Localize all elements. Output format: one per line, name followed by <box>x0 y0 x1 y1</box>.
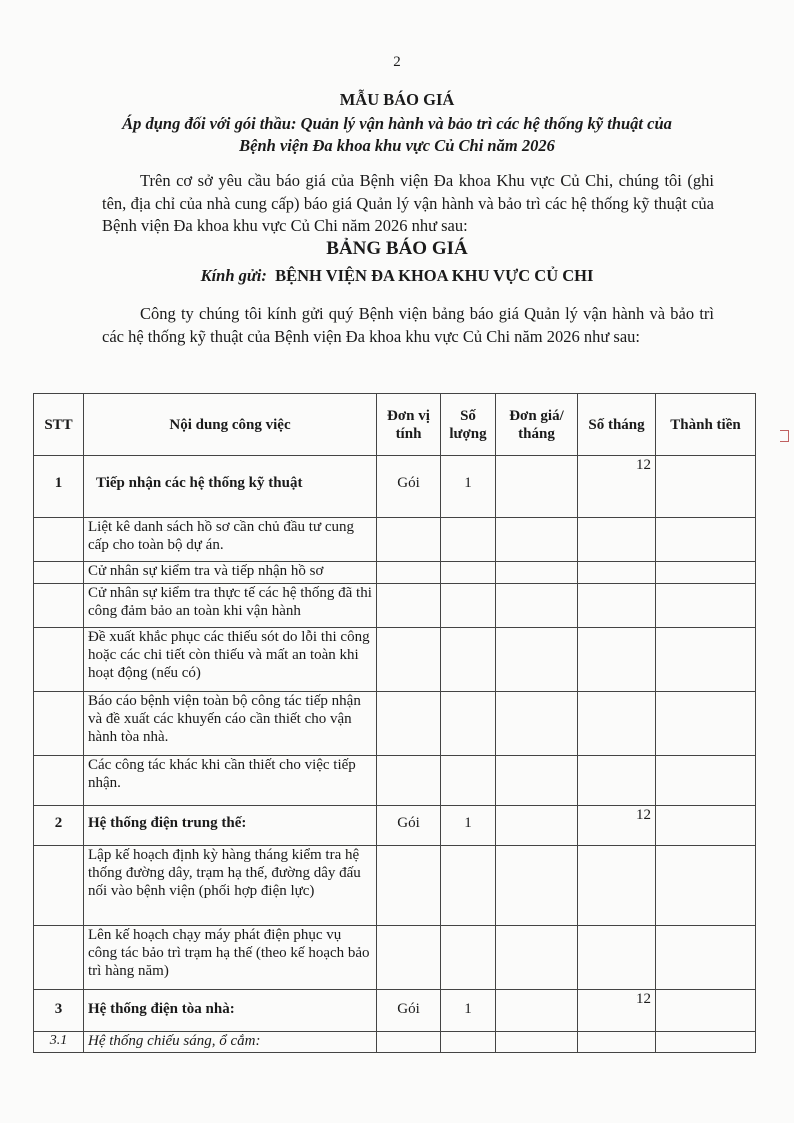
work-item: Lên kế hoạch chạy máy phát điện phục vụ công tác bảo trì trạm hạ thế (theo kế hoạch bảo trì hàng năm) <box>84 926 377 990</box>
section-unit: Gói <box>377 990 441 1032</box>
subsection-stt: 3.1 <box>34 1032 84 1053</box>
subsection-row <box>34 1032 756 1053</box>
section-months: 12 <box>578 806 656 846</box>
recipient-label: Kính gửi: <box>200 266 267 285</box>
header-total: Thành tiền <box>656 394 756 456</box>
section-stt: 3 <box>34 990 84 1032</box>
table-row <box>34 562 756 584</box>
form-title: MẪU BÁO GIÁ <box>339 90 455 109</box>
intro-paragraph: Trên cơ sở yêu cầu báo giá của Bệnh viện Đa khoa Khu vực Củ Chi, chúng tôi (ghi tên, địa chỉ của nhà cung cấp) báo giá Quản lý vận hành và bảo trì các hệ thống kỹ thuật của Bệnh viện Đa khoa khu vực Củ Chi năm 2026 như sau: <box>102 171 714 235</box>
section-unit: Gói <box>377 806 441 846</box>
section-row <box>34 456 756 518</box>
section-qty: 1 <box>441 456 496 518</box>
section-months: 12 <box>578 456 656 518</box>
section-title: Hệ thống điện tòa nhà: <box>84 990 377 1032</box>
header-content: Nội dung công việc <box>84 394 377 456</box>
section-unit: Gói <box>377 456 441 518</box>
section-qty: 1 <box>441 990 496 1032</box>
subsection-title: Hệ thống chiếu sáng, ổ cắm: <box>84 1032 377 1053</box>
table-row <box>34 756 756 806</box>
section-qty: 1 <box>441 806 496 846</box>
section-title: Hệ thống điện trung thế: <box>84 806 377 846</box>
recipient-line <box>0 266 794 286</box>
section-row <box>34 806 756 846</box>
table-row <box>34 518 756 562</box>
company-paragraph: Công ty chúng tôi kính gửi quý Bệnh viện bảng báo giá Quản lý vận hành và bảo trì các hệ thống kỹ thuật của Bệnh viện Đa khoa khu vực Củ Chi năm 2026 như sau: <box>102 304 714 346</box>
header-unit-price: Đơn giá/ tháng <box>496 394 578 456</box>
section-title: Tiếp nhận các hệ thống kỹ thuật <box>84 456 377 518</box>
section-unit-price <box>496 990 578 1032</box>
section-row <box>34 990 756 1032</box>
section-total <box>656 990 756 1032</box>
page-number: 2 <box>393 54 401 70</box>
table-row <box>34 584 756 628</box>
table-row <box>34 926 756 990</box>
section-unit-price <box>496 806 578 846</box>
table-header-row <box>34 394 756 456</box>
table-row <box>34 692 756 756</box>
table-row <box>34 846 756 926</box>
quote-title: BẢNG BÁO GIÁ <box>326 238 468 259</box>
margin-stamp-fragment <box>774 430 794 442</box>
package-subtitle-line-2: Bệnh viện Đa khoa khu vực Củ Chi năm 2026 <box>239 136 555 155</box>
section-total <box>656 456 756 518</box>
work-item: Báo cáo bệnh viện toàn bộ công tác tiếp nhận và đề xuất các khuyến cáo cần thiết cho vận hành tòa nhà. <box>84 692 377 756</box>
work-item: Cử nhân sự kiểm tra và tiếp nhận hồ sơ <box>84 562 377 584</box>
section-total <box>656 806 756 846</box>
work-item: Các công tác khác khi cần thiết cho việc tiếp nhận. <box>84 756 377 806</box>
work-item: Liệt kê danh sách hồ sơ cần chủ đầu tư cung cấp cho toàn bộ dự án. <box>84 518 377 562</box>
quote-table <box>33 393 756 1053</box>
section-months: 12 <box>578 990 656 1032</box>
section-stt: 1 <box>34 456 84 518</box>
header-months: Số tháng <box>578 394 656 456</box>
header-stt: STT <box>34 394 84 456</box>
work-item: Đề xuất khắc phục các thiếu sót do lỗi thi công hoặc các chi tiết còn thiếu và mất an toàn khi hoạt động (nếu có) <box>84 628 377 692</box>
package-subtitle-line-1: Áp dụng đối với gói thầu: Quản lý vận hành và bảo trì các hệ thống kỹ thuật của <box>122 114 672 133</box>
header-unit: Đơn vị tính <box>377 394 441 456</box>
section-unit-price <box>496 456 578 518</box>
header-qty: Số lượng <box>441 394 496 456</box>
section-stt: 2 <box>34 806 84 846</box>
work-item: Lập kế hoạch định kỳ hàng tháng kiểm tra hệ thống đường dây, trạm hạ thế, đường dây đấu nối vào bệnh viện (phối hợp điện lực) <box>84 846 377 926</box>
work-item: Cử nhân sự kiểm tra thực tế các hệ thống đã thi công đảm bảo an toàn khi vận hành <box>84 584 377 628</box>
recipient-name: BỆNH VIỆN ĐA KHOA KHU VỰC CỦ CHI <box>275 266 594 285</box>
table-row <box>34 628 756 692</box>
